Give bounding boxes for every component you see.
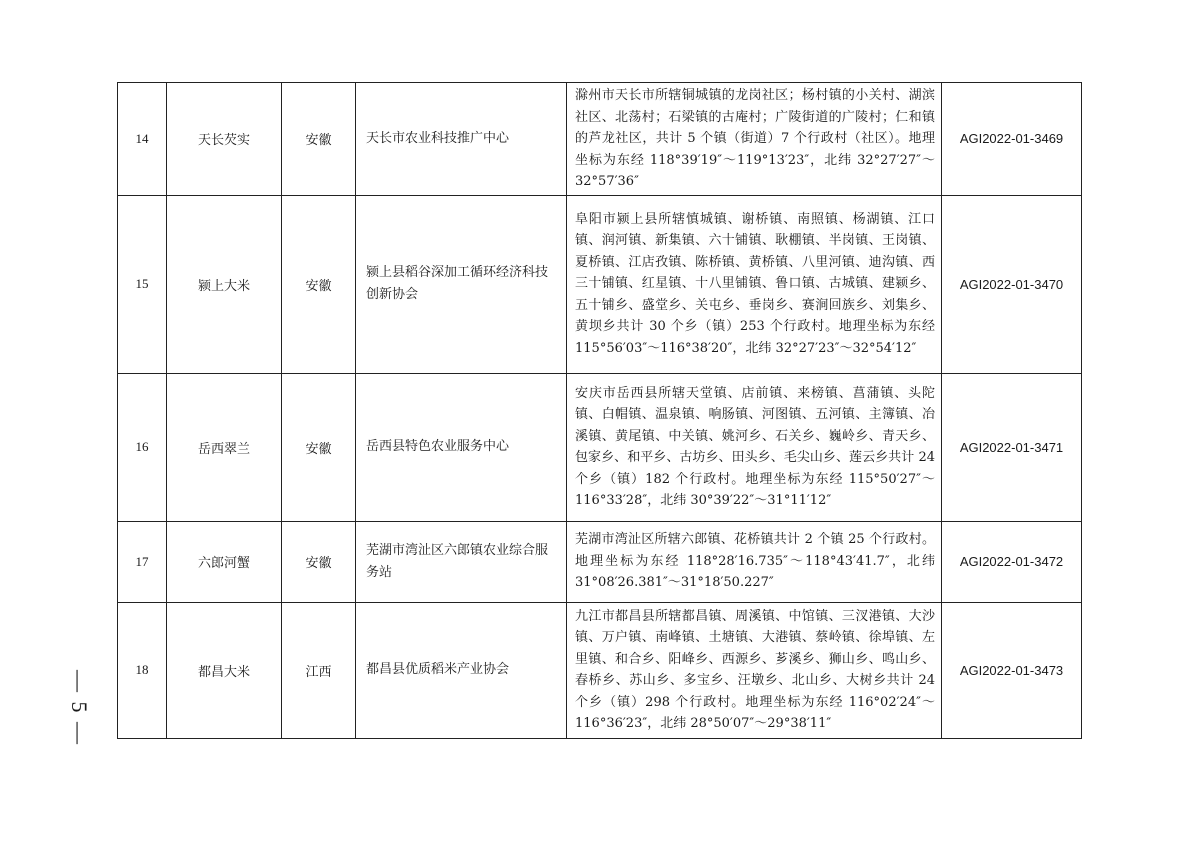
protection-area: 阜阳市颍上县所辖慎城镇、谢桥镇、南照镇、杨湖镇、江口镇、润河镇、新集镇、六十铺镇、耿棚镇、半岗镇、王岗镇、夏桥镇、江店孜镇、陈桥镇、黄桥镇、八里河镇、迪沟镇、西三十铺镇、红星镇、十八里铺镇、鲁口镇、古城镇、建颍乡、五十铺乡、盛堂乡、关屯乡、垂岗乡、赛涧回族乡、刘集乡、黄坝乡共计 30 个乡（镇）253 个行政村。地理坐标为东经 115°56′03″～116°38′20″，北纬 32°27′23″～32°54′12″: [567, 195, 942, 373]
applicant-organization: 都昌县优质稻米产业协会: [356, 602, 567, 738]
applicant-organization: 岳西县特色农业服务中心: [356, 373, 567, 521]
protection-area: 芜湖市湾沚区所辖六郎镇、花桥镇共计 2 个镇 25 个行政村。地理坐标为东经 118°28′16.735″～118°43′41.7″，北纬 31°08′26.381″～31°18′50.227″: [567, 521, 942, 602]
protection-area: 滁州市天长市所辖铜城镇的龙岗社区；杨村镇的小关村、湖滨社区、北荡村；石梁镇的古庵村；广陵街道的广陵村；仁和镇的芦龙社区，共计 5 个镇（街道）7 个行政村（社区）。地理坐标为东经 118°39′19″～119°13′23″，北纬 32°27′27″～32°57′36″: [567, 83, 942, 196]
registration-code: AGI2022-01-3472: [942, 521, 1082, 602]
table-row: [118, 83, 1082, 196]
table-row: [118, 602, 1082, 738]
registration-code: AGI2022-01-3469: [942, 83, 1082, 196]
table-row: [118, 195, 1082, 373]
page-number-text: — 5 —: [67, 670, 92, 746]
province: 安徽: [282, 521, 356, 602]
province: 安徽: [282, 83, 356, 196]
products-table: [117, 82, 1082, 739]
province: 安徽: [282, 195, 356, 373]
applicant-organization: 天长市农业科技推广中心: [356, 83, 567, 196]
product-name: 六郎河蟹: [167, 521, 282, 602]
applicant-organization: 芜湖市湾沚区六郎镇农业综合服务站: [356, 521, 567, 602]
row-number: 16: [118, 373, 167, 521]
product-name: 岳西翠兰: [167, 373, 282, 521]
applicant-organization: 颍上县稻谷深加工循环经济科技创新协会: [356, 195, 567, 373]
row-number: 14: [118, 83, 167, 196]
page-number: [66, 668, 92, 748]
registration-code: AGI2022-01-3470: [942, 195, 1082, 373]
product-name: 都昌大米: [167, 602, 282, 738]
protection-area: 安庆市岳西县所辖天堂镇、店前镇、来榜镇、菖蒲镇、头陀镇、白帽镇、温泉镇、响肠镇、河图镇、五河镇、主簿镇、冶溪镇、黄尾镇、中关镇、姚河乡、石关乡、巍岭乡、青天乡、包家乡、和平乡、古坊乡、田头乡、毛尖山乡、莲云乡共计 24 个乡（镇）182 个行政村。地理坐标为东经 115°50′27″～116°33′28″，北纬 30°39′22″～31°11′12″: [567, 373, 942, 521]
product-name: 天长芡实: [167, 83, 282, 196]
row-number: 17: [118, 521, 167, 602]
registration-code: AGI2022-01-3471: [942, 373, 1082, 521]
table-row: [118, 521, 1082, 602]
registration-code: AGI2022-01-3473: [942, 602, 1082, 738]
row-number: 15: [118, 195, 167, 373]
protection-area: 九江市都昌县所辖都昌镇、周溪镇、中馆镇、三汊港镇、大沙镇、万户镇、南峰镇、土塘镇、大港镇、蔡岭镇、徐埠镇、左里镇、和合乡、阳峰乡、西源乡、芗溪乡、狮山乡、鸣山乡、春桥乡、苏山乡、多宝乡、汪墩乡、北山乡、大树乡共计 24 个乡（镇）298 个行政村。地理坐标为东经 116°02′24″～116°36′23″，北纬 28°50′07″～29°38′11″: [567, 602, 942, 738]
row-number: 18: [118, 602, 167, 738]
province: 安徽: [282, 373, 356, 521]
table-row: [118, 373, 1082, 521]
product-name: 颍上大米: [167, 195, 282, 373]
province: 江西: [282, 602, 356, 738]
